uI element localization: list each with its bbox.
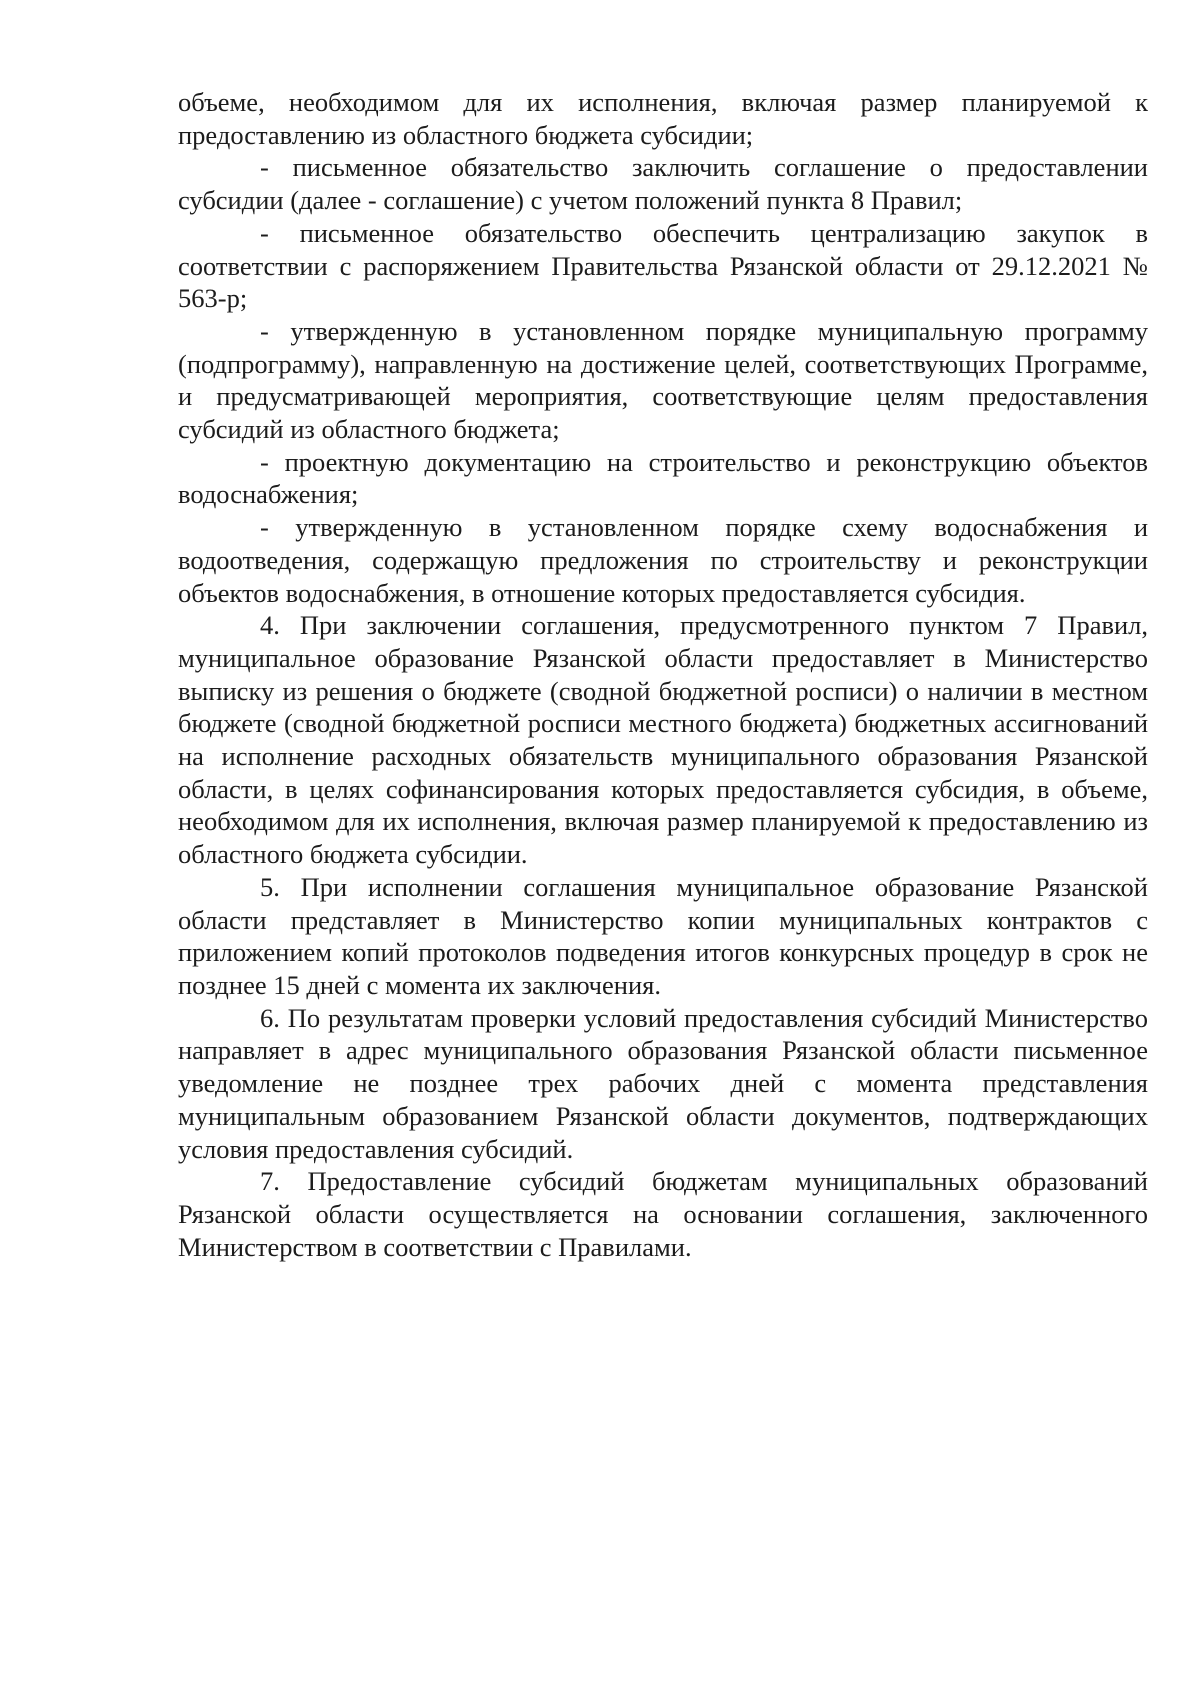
paragraph-item-7: 7. Предоставление субсидий бюджетам муниципальных образований Рязанской области осуществляется на основании соглашения, заключенного Министерством в соответствии с Правилами. bbox=[178, 1166, 1148, 1262]
paragraph-water-scheme: - утвержденную в установленном порядке схему водоснабжения и водоотведения, содержащую предложения по строительству и реконструкции объектов водоснабжения, в отношение которых предоставляется субсидия. bbox=[178, 512, 1148, 608]
paragraph-item-5: 5. При исполнении соглашения муниципальное образование Рязанской области представляет в Министерство копии муниципальных контрактов с приложением копий протоколов подведения итогов конкурсных процедур в срок не позднее 15 дней с момента их заключения. bbox=[178, 871, 1148, 1000]
paragraph-item-6: 6. По результатам проверки условий предоставления субсидий Министерство направляет в адрес муниципального образования Рязанской области письменное уведомление не позднее трех рабочих дней с момента представления муниципальным образованием Рязанской области документов, подтверждающих условия предоставления субсидий. bbox=[178, 1002, 1148, 1164]
paragraph-project-documentation: - проектную документацию на строительство и реконструкцию объектов водоснабжения; bbox=[178, 446, 1148, 510]
paragraph-commitment-agreement: - письменное обязательство заключить соглашение о предоставлении субсидии (далее - соглашение) с учетом положений пункта 8 Правил; bbox=[178, 152, 1148, 216]
paragraph-municipal-program: - утвержденную в установленном порядке муниципальную программу (подпрограмму), направленную на достижение целей, соответствующих Программе, и предусматривающей мероприятия, соответствующие целям предоставления субсидий из областного бюджета; bbox=[178, 315, 1148, 445]
paragraph-continuation: объеме, необходимом для их исполнения, включая размер планируемой к предоставлению из областного бюджета субсидии; bbox=[178, 87, 1148, 150]
document-body bbox=[178, 86, 1148, 1263]
paragraph-commitment-procurement: - письменное обязательство обеспечить централизацию закупок в соответствии с распоряжением Правительства Рязанской области от 29.12.2021 № 563-р; bbox=[178, 217, 1148, 314]
paragraph-item-4: 4. При заключении соглашения, предусмотренного пунктом 7 Правил, муниципальное образование Рязанской области предоставляет в Министерство выписку из решения о бюджете (сводной бюджетной росписи) о наличии в местном бюджете (сводной бюджетной росписи местного бюджета) бюджетных ассигнований на исполнение расходных обязательств муниципального образования Рязанской области, в целях софинансирования которых предоставляется субсидия, в объеме, необходимом для их исполнения, включая размер планируемой к предоставлению из областного бюджета субсидии. bbox=[178, 610, 1148, 870]
